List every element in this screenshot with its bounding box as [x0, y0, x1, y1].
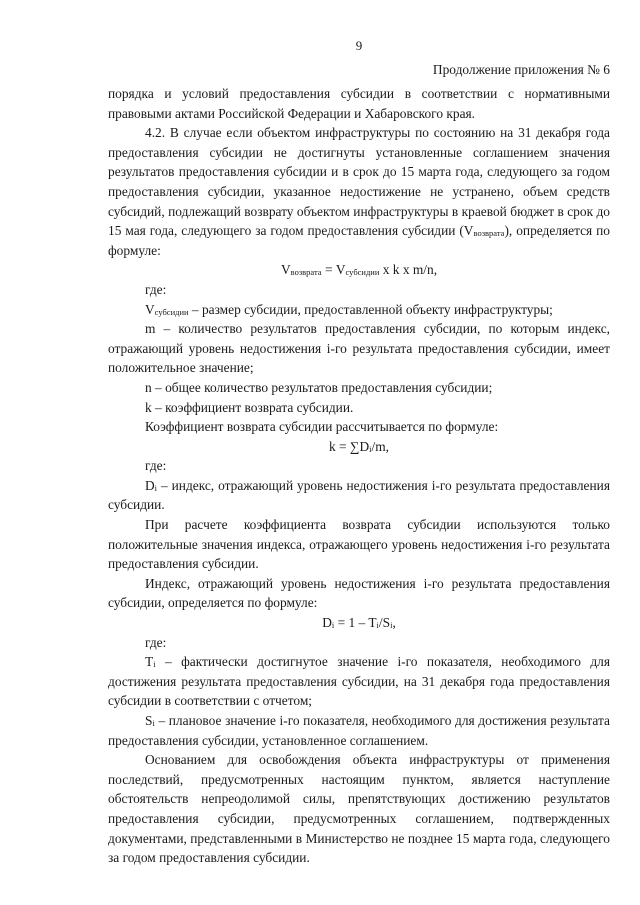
- definition-t: $T_i$ – фактически достигнутое значение i-го показателя, необходимого для достижения результата предоставления субсидии, на 31 декабря года предоставления субсидии в соответствии с отчетом;: [108, 654, 610, 709]
- formula-v-return: $V_{возврата} = V_{субсидии}$ x k x m/n,: [280, 262, 438, 278]
- definition-s: $S_i$ – плановое значение i-го показателя, необходимого для достижения результата предоставления субсидии, установленное соглашением.: [108, 713, 610, 748]
- definition-m: m – количество результатов предоставления субсидии, по которым индекс, отражающий уровень недостижения i-го результата предоставления субсидии, имеет положительное значение;: [108, 321, 610, 376]
- page-number: 9: [355, 38, 363, 53]
- k-intro: Коэффициент возврата субсидии рассчитывается по формуле:: [145, 419, 499, 435]
- paragraph-index: Индекс, отражающий уровень недостижения i-го результата предоставления субсидии, определяется по формуле:: [108, 575, 610, 611]
- definition-v-subsidy: $V_{субсидии}$ – размер субсидии, предоставленной объекту инфраструктуры;: [145, 301, 553, 317]
- document-body: [108, 84, 610, 868]
- where-label: где:: [145, 458, 167, 474]
- definition-k: k – коэффициент возврата субсидии.: [145, 399, 354, 415]
- definition-n: n – общее количество результатов предоставления субсидии;: [145, 379, 493, 395]
- where-label: где:: [145, 634, 167, 650]
- formula-d: $D_i = 1 - T_i/S_i$,: [322, 615, 396, 631]
- paragraph-continuation: порядка и условий предоставления субсидии в соответствии с нормативными правовыми актами Российской Федерации и Хабаровского края.: [108, 86, 610, 121]
- appendix-label: Продолжение приложения № 6: [432, 62, 610, 77]
- definition-d: $D_i$ – индекс, отражающий уровень недостижения i-го результата предоставления субсидии.: [108, 477, 610, 513]
- where-label: где:: [145, 281, 167, 297]
- paragraph-4-2: 4.2. В случае если объектом инфраструктуры по состоянию на 31 декабря года предоставления субсидии не достигнуты установленные соглашением значения результатов предоставления субсидии и в срок до 15 марта года, следующего за годом предоставления субсидии, указанное недостижение не устранено, объем средств субсидий, подлежащий возврату объектом инфраструктуры в краевой бюджет в срок до 15 мая года, следующего за годом предоставления субсидии $(V_{возврата})$, определяется по формуле:: [108, 125, 610, 258]
- paragraph-exemption: Основанием для освобождения объекта инфраструктуры от применения последствий, предусмотренных настоящим пунктом, является наступление обстоятельств непреодолимой силы, препятствующих достижению результатов предоставления субсидии, предусмотренных соглашением, подтвержденных документами, представленными в Министерство не позднее 15 марта года, следующего за годом предоставления субсидии.: [108, 752, 610, 866]
- formula-k: $k = \sum D_i/m$,: [328, 438, 390, 454]
- paragraph-positive-values: При расчете коэффициента возврата субсидии используются только положительные значения индекса, отражающего уровень недостижения i-го результата предоставления субсидии.: [108, 517, 610, 572]
